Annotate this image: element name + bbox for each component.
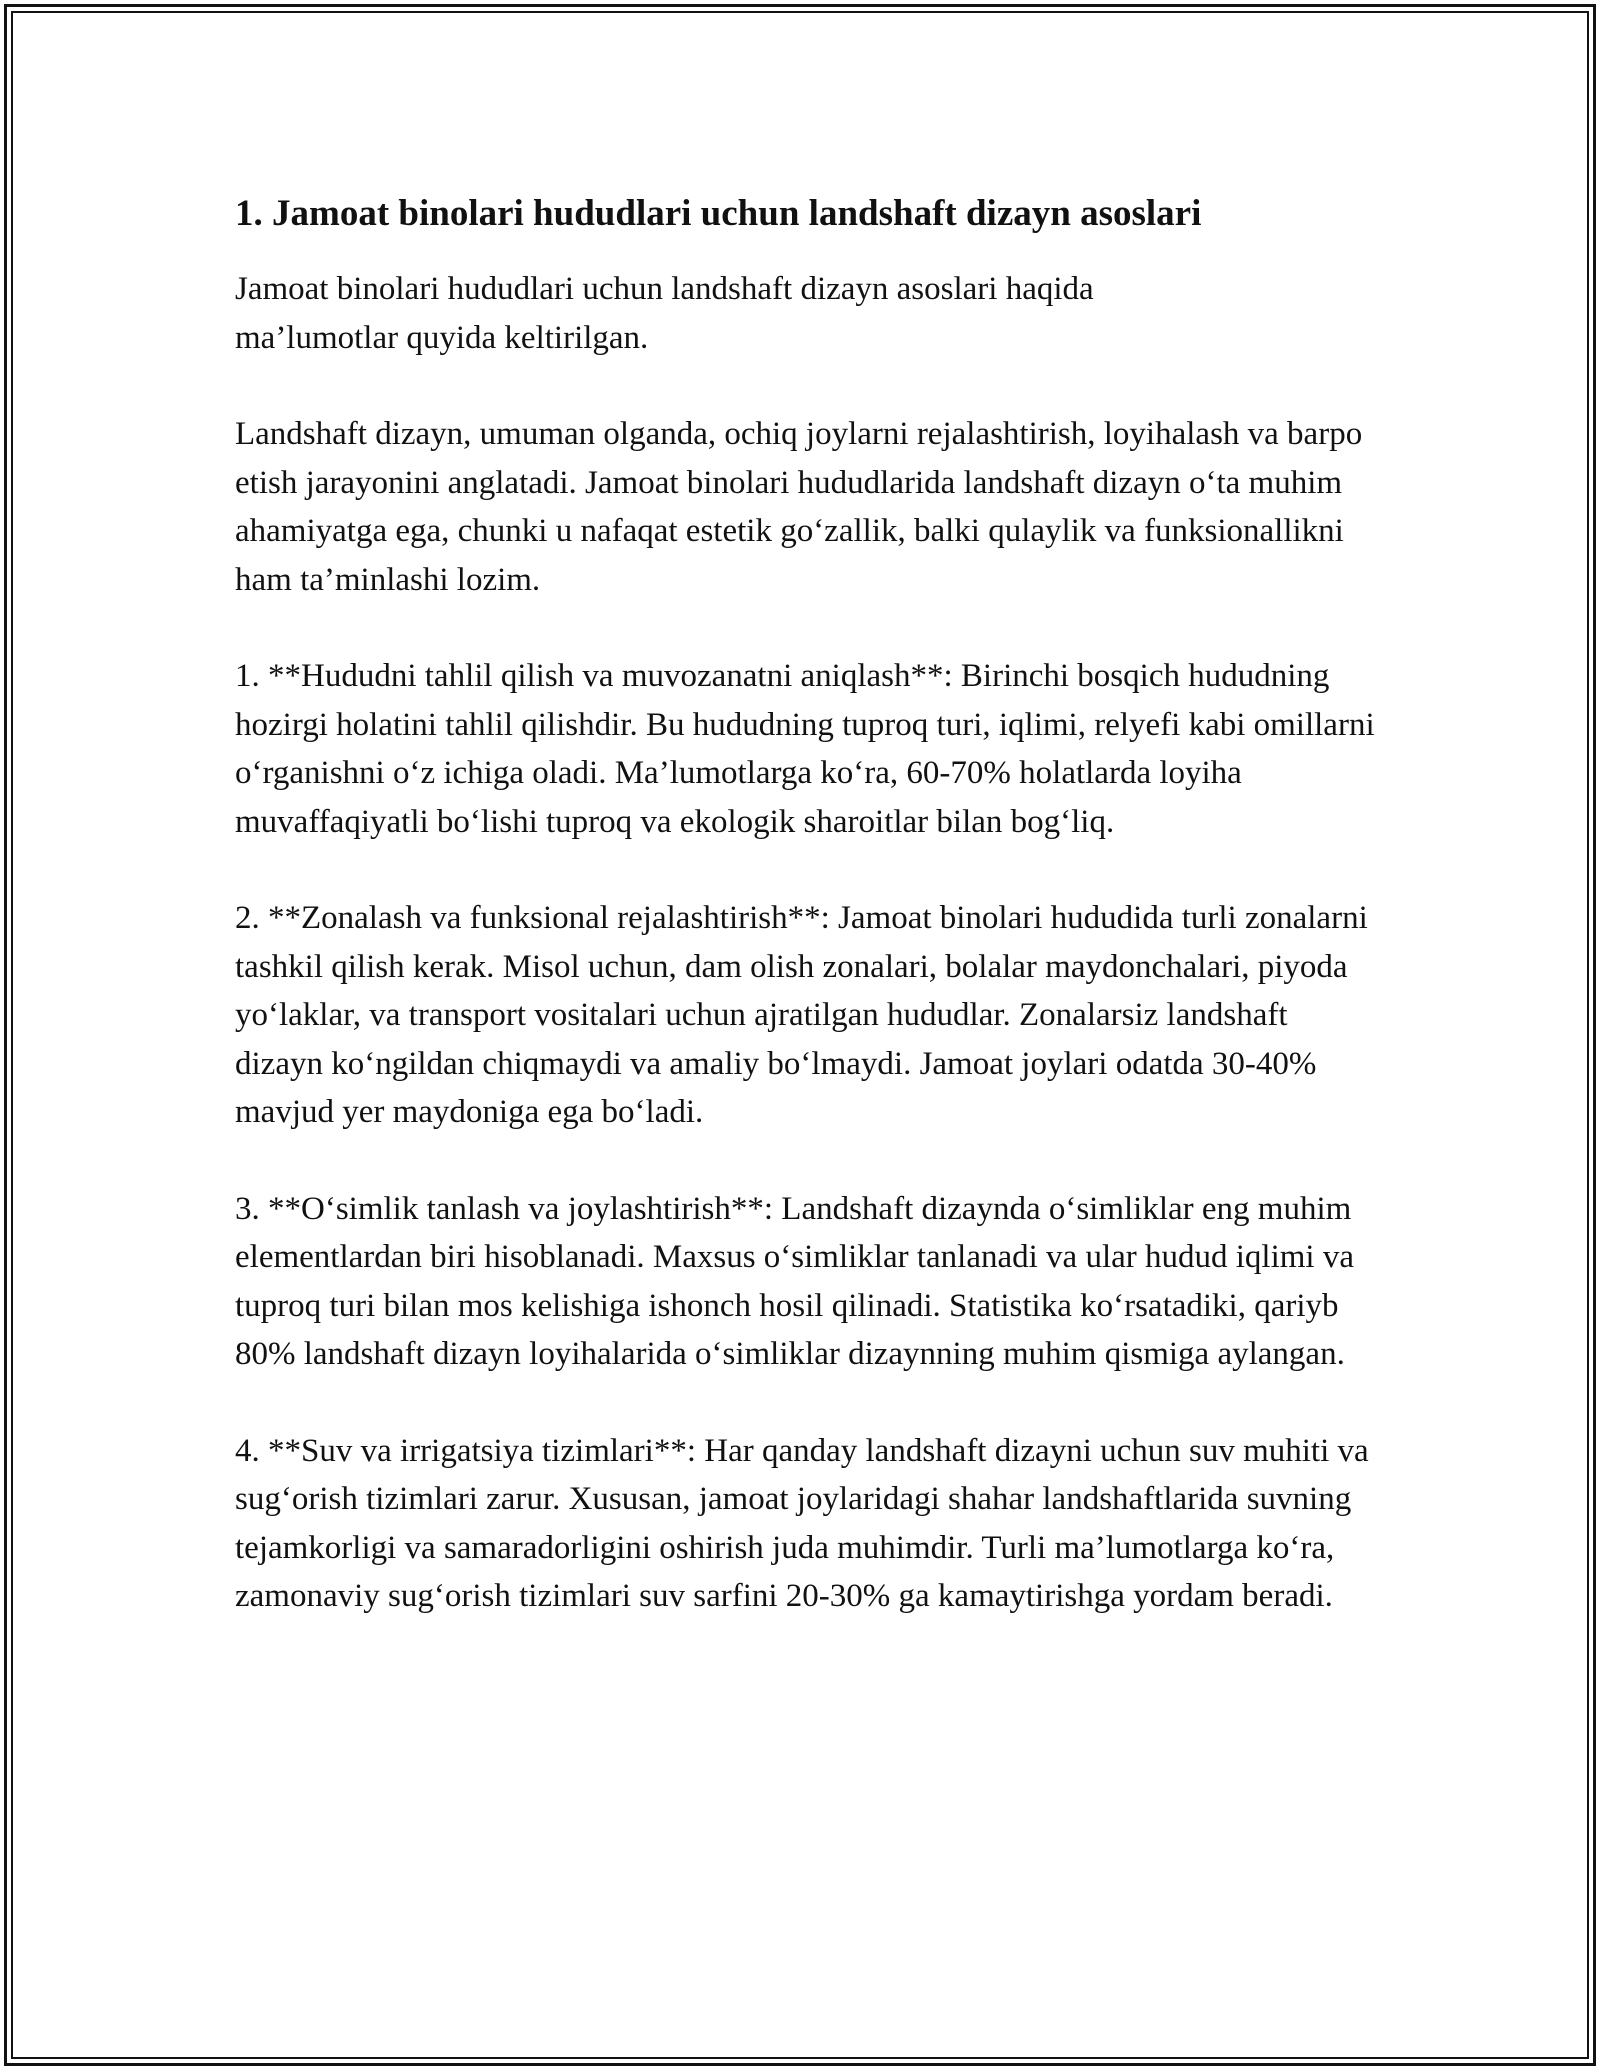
list-item-plant-selection: 3. **O‘simlik tanlash va joylashtirish**: Landshaft dizaynda o‘simliklar eng muhim elementlardan biri hisoblanadi. Maxsus o‘simliklar tanlanadi va ular hudud iqlimi va tuproq turi bilan mos kelishiga ishonch hosil qilinadi. Statistika ko‘rsatadiki, qariyb 80% landshaft dizayn loyihalarida o‘simliklar dizaynning muhim qismiga aylangan. [235, 1190, 1354, 1372]
intro-paragraph: Jamoat binolari hududlari uchun landshaft dizayn asoslari haqida ma’lumotlar quyida keltirilgan. [235, 271, 1094, 356]
list-item-zoning: 2. **Zonalash va funksional rejalashtirish**: Jamoat binolari hududida turli zonalarni tashkil qilish kerak. Misol uchun, dam olish zonalari, bolalar maydonchalari, piyoda yo‘laklar, va transport vositalari uchun ajratilgan hududlar. Zonalarsiz landshaft dizayn ko‘ngildan chiqmaydi va amaliy bo‘lmaydi. Jamoat joylari odatda 30-40% mavjud yer maydoniga ega bo‘ladi. [235, 900, 1368, 1130]
list-item-irrigation: 4. **Suv va irrigatsiya tizimlari**: Har qanday landshaft dizayni uchun suv muhiti va sug‘orish tizimlari zarur. Xususan, jamoat joylaridagi shahar landshaftlarida suvning tejamkorligi va samaradorligini oshirish juda muhimdir. Turli ma’lumotlarga ko‘ra, zamonaviy sug‘orish tizimlari suv sarfini 20-30% ga kamaytirishga yordam beradi. [235, 1432, 1369, 1614]
document-body [235, 185, 1375, 1669]
list-item-site-analysis: 1. **Hududni tahlil qilish va muvozanatni aniqlash**: Birinchi bosqich hududning hozirgi holatini tahlil qilishdir. Bu hududning tuproq turi, iqlimi, relyefi kabi omillarni o‘rganishni o‘z ichiga oladi. Ma’lumotlarga ko‘ra, 60-70% holatlarda loyiha muvaffaqiyatli bo‘lishi tuproq va ekologik sharoitlar bilan bog‘liq. [235, 658, 1375, 840]
definition-paragraph: Landshaft dizayn, umuman olganda, ochiq joylarni rejalashtirish, loyihalash va barpo etish jarayonini anglatadi. Jamoat binolari hududlarida landshaft dizayn o‘ta muhim ahamiyatga ega, chunki u nafaqat estetik go‘zallik, balki qulaylik va funksionallikni ham ta’minlashi lozim. [235, 416, 1363, 598]
document-heading: 1. Jamoat binolari hududlari uchun landshaft dizayn asoslari [235, 193, 1202, 234]
